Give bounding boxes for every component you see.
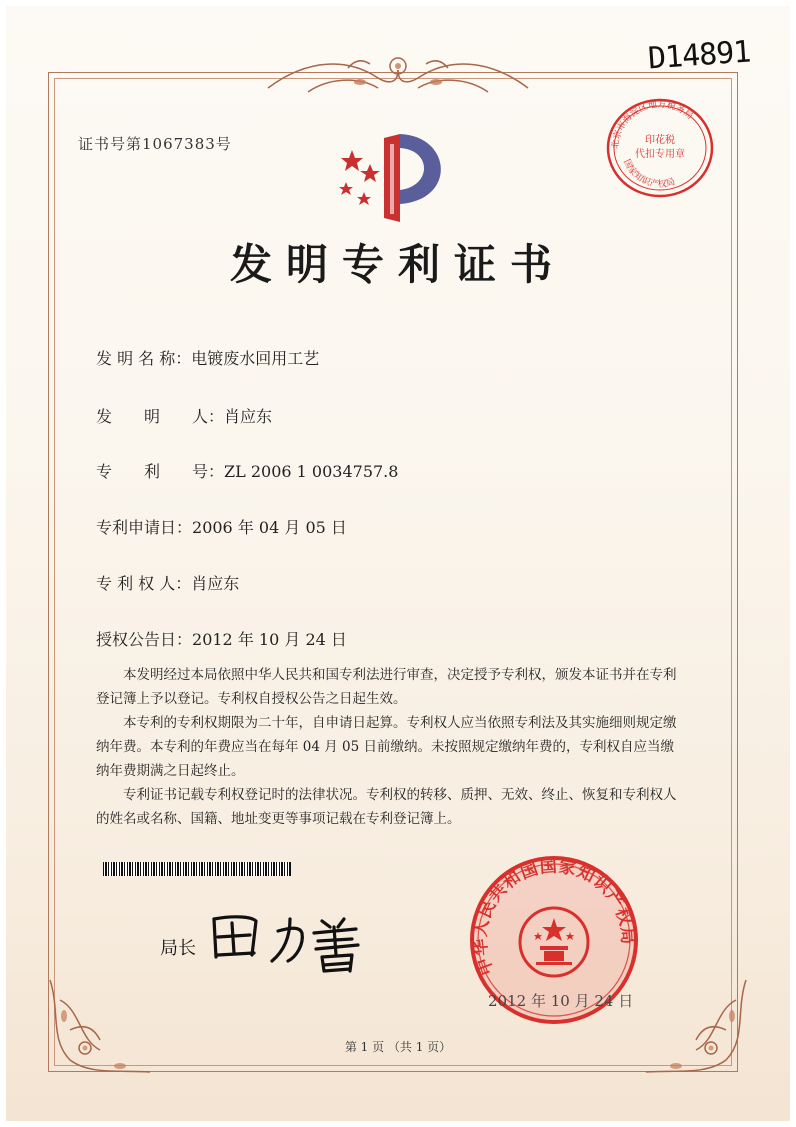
grant-date-label: 授权公告日： [96, 630, 193, 649]
director-label: 局长 [160, 938, 196, 959]
certificate-title: 发明专利证书 [229, 240, 566, 289]
patentee-label: 专 利 权 人： [96, 574, 192, 593]
invention-name-value: 电镀废水回用工艺 [191, 349, 320, 368]
patent-number-row [96, 459, 398, 482]
tax-stamp-ring-text: 北京市海淀区地方税务局 [610, 99, 695, 150]
tax-stamp-center-line-1: 印花税 [645, 135, 675, 146]
certificate-serial-number: 证书号第1067383号 [78, 135, 232, 153]
filing-date-row [96, 515, 347, 538]
director-signature [206, 905, 376, 975]
patentee-value: 肖应东 [191, 574, 240, 593]
patent-number-value: ZL 2006 1 0034757.8 [224, 462, 399, 481]
page-footer: 第 1 页 （共 1 页） [344, 1040, 452, 1054]
tax-stamp [600, 93, 720, 203]
patent-office-logo [332, 130, 462, 225]
inventor-row [96, 404, 272, 427]
handwritten-note: D14891 [646, 34, 752, 77]
tax-stamp-bottom-text: 国家知识产权局 [621, 158, 677, 191]
seal-ring-text: 中华人民共和国国家知识产权局 [470, 856, 638, 978]
paragraph-grant: 本发明经过本局依照中华人民共和国专利法进行审查，决定授予专利权，颁发本证书并在专利登记簿上予以登记。专利权自授权公告之日起生效。 [96, 667, 677, 707]
seal-date: 2012 年 10 月 24 日 [488, 992, 634, 1010]
patentee-row [96, 571, 239, 594]
inventor-label: 发 明 人： [96, 407, 225, 426]
filing-date-value: 2006 年 04 月 05 日 [192, 518, 347, 537]
paragraph-legal-status: 专利证书记载专利权登记时的法律状况。专利权的转移、质押、无效、终止、恢复和专利权人的姓名或名称、国籍、地址变更等事项记载在专利登记簿上。 [96, 787, 677, 827]
grant-date-value: 2012 年 10 月 24 日 [192, 630, 347, 649]
invention-name-row [96, 346, 319, 369]
certificate-body-text [96, 663, 686, 831]
invention-name-label: 发 明 名 称： [96, 349, 192, 368]
corner-ornament-bottom-left [40, 960, 170, 1080]
top-ornament [248, 48, 548, 100]
corner-ornament-bottom-right [626, 960, 756, 1080]
inventor-value: 肖应东 [224, 407, 273, 426]
patent-number-label: 专 利 号： [96, 462, 225, 481]
filing-date-label: 专利申请日： [96, 518, 193, 537]
paragraph-term: 本专利的专利权期限为二十年，自申请日起算。专利权人应当依照专利法及其实施细则规定缴纳年费。本专利的年费应当在每年 04 月 05 日前缴纳。未按照规定缴纳年费的，专利权自应当缴纳年费期满之日起终止。 [96, 715, 677, 779]
grant-date-row [96, 627, 347, 650]
tax-stamp-center-line-2: 代扣专用章 [635, 149, 685, 160]
barcode [103, 862, 291, 876]
